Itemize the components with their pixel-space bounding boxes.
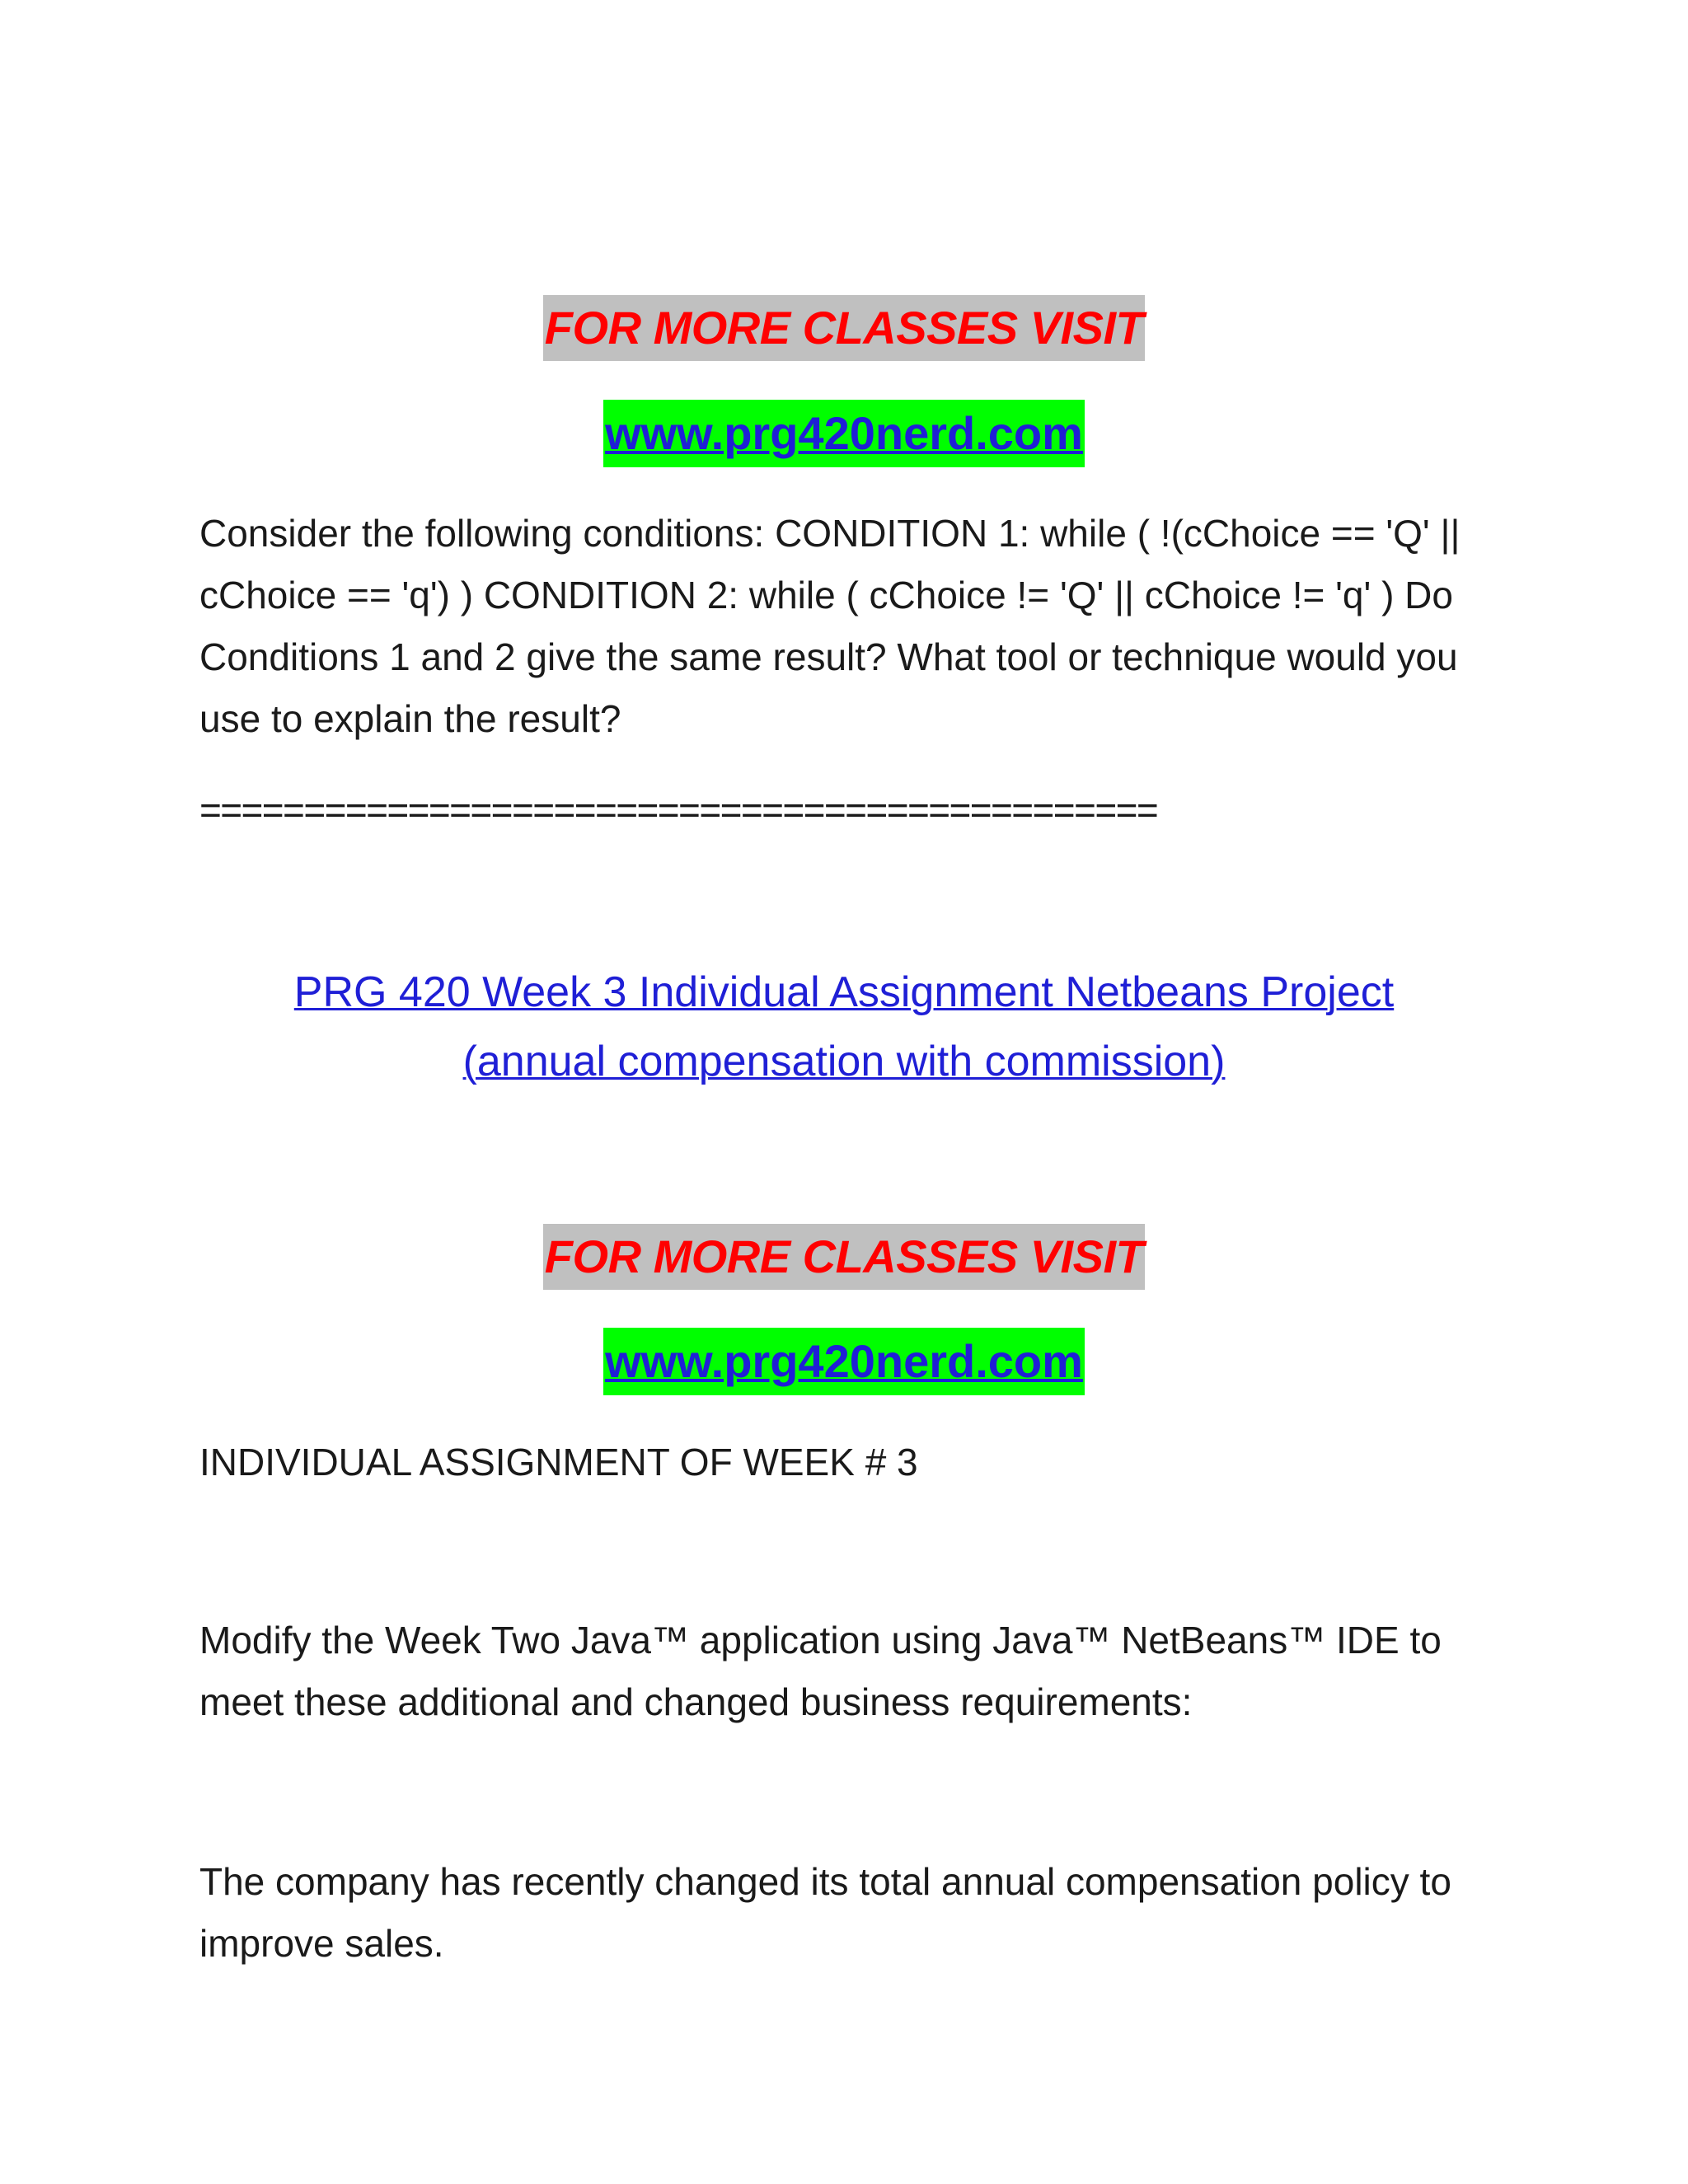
policy-paragraph: The company has recently changed its total annual compensation policy to improve sales. [199, 1860, 1451, 1965]
banner-heading [0, 295, 1688, 361]
banner-url [0, 1328, 1688, 1395]
banner-url [0, 400, 1688, 467]
assignment-link-line-2[interactable]: (annual compensation with commission) [462, 1038, 1226, 1085]
section-title: INDIVIDUAL ASSIGNMENT OF WEEK # 3 [199, 1441, 918, 1483]
assignment-link-block [0, 958, 1688, 1096]
question-paragraph: Consider the following conditions: CONDITION 1: while ( !(cChoice == 'Q' || cChoice == 'q') ) CONDITION 2: while ( cChoice != 'Q' || cChoice != 'q' ) Do Conditions 1 and 2 give the same result? What tool or technique would you use to explain the result? [199, 512, 1461, 740]
banner-heading [0, 1224, 1688, 1290]
website-link[interactable]: www.prg420nerd.com [603, 1328, 1085, 1395]
divider-line: ============================================== [199, 789, 1158, 832]
website-link[interactable]: www.prg420nerd.com [603, 400, 1085, 467]
assignment-link-line-1[interactable]: PRG 420 Week 3 Individual Assignment Netbeans Project [293, 968, 1395, 1016]
requirements-paragraph: Modify the Week Two Java™ application using Java™ NetBeans™ IDE to meet these additional and changed business requirements: [199, 1619, 1442, 1723]
banner-heading-text: FOR MORE CLASSES VISIT [543, 295, 1145, 361]
banner-heading-text: FOR MORE CLASSES VISIT [543, 1224, 1145, 1290]
